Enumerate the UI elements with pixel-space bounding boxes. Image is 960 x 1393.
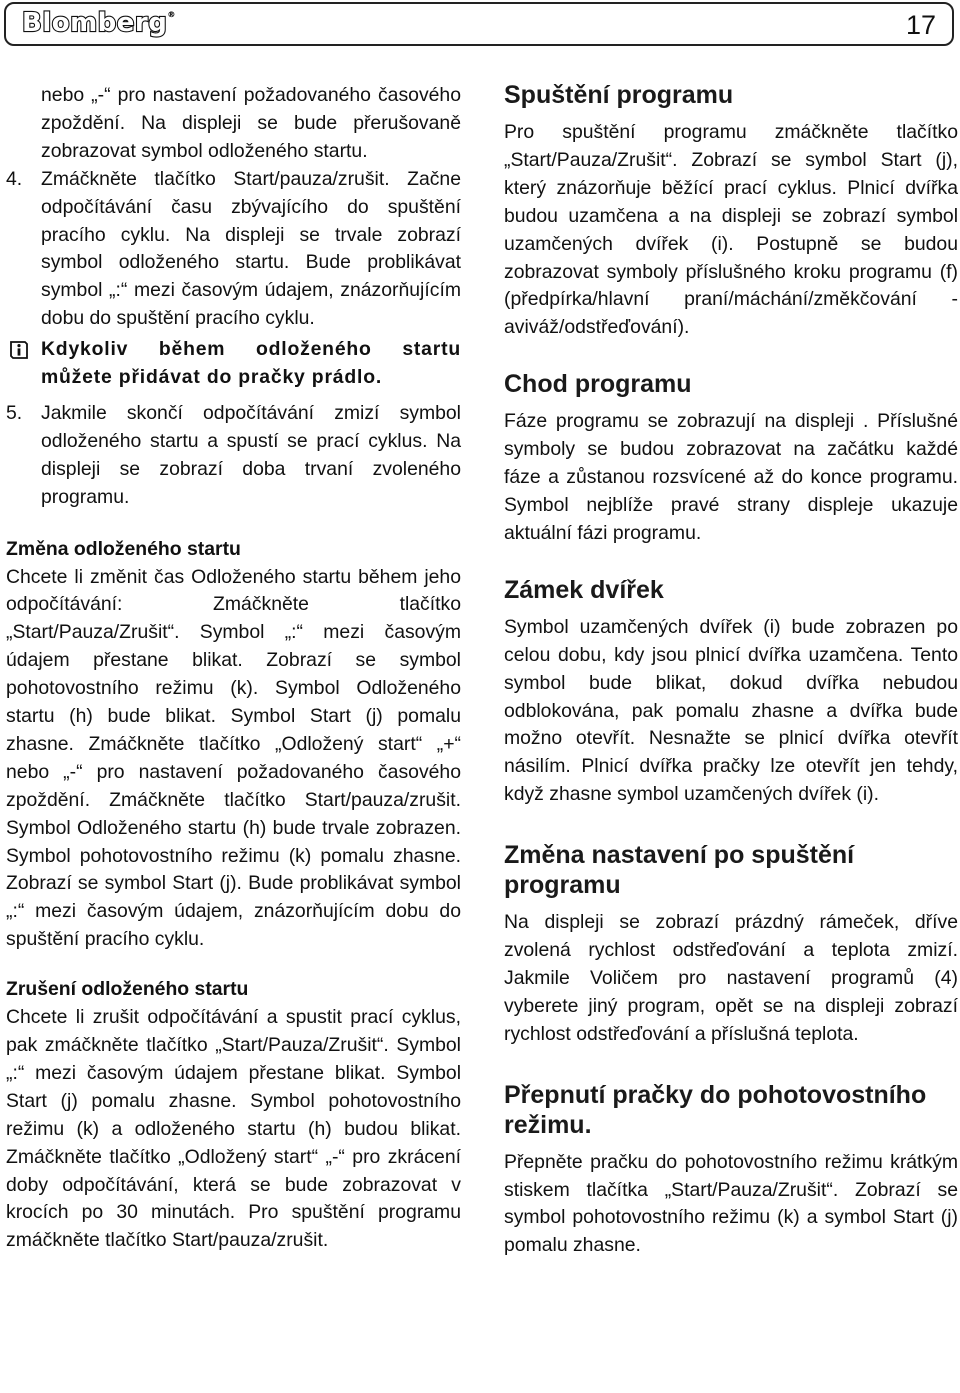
intro-paragraph: nebo „-“ pro nastavení požadovaného časového zpoždění. Na displeji se bude přerušovaně zobrazovat symbol odloženého startu. [41, 84, 461, 162]
step-4 [6, 166, 461, 333]
text-start-program: Pro spuštění programu zmáčkněte tlačítko „Start/Pauza/Zrušit“. Zobrazí se symbol Start (j), který znázorňuje běžící prací cyklus. Plnicí dvířka budou uzamčena a na displeji se zobrazí symbol uzamčených dvířek (i). Postupně se budou zobrazovat symboly příslušného kroku programu (f) (předpírka/hlavní praní/máchání/změkčování - aviváž/odstřeďování). [504, 121, 958, 339]
step-text: Jakmile skončí odpočítávání zmizí symbol odloženého startu a spustí se prací cyklus. Na displeji se zobrazí doba trvaní zvoleného programu. [41, 401, 461, 508]
info-icon [9, 340, 29, 360]
text-standby-mode: Přepněte pračku do pohotovostního režimu krátkým stiskem tlačítka „Start/Pauza/Zrušit“. Zobrazí se symbol pohotovostního režimu (k) a symbol Start (j) pomalu zhasne. [504, 1150, 958, 1257]
text-change-settings: Na displeji se zobrazí prázdný rámeček, dříve zvolená rychlost odstřeďování a teplota zmizí. Jakmile Voličem pro nastavení programů (4) vyberete jiný program, opět se na displeji zobrazí rychlost odstřeďování a příslušná teplota. [504, 911, 958, 1045]
heading-change-settings: Změna nastavení po spuštění programu [504, 841, 855, 900]
heading-start-program: Spuštění programu [504, 81, 734, 109]
text-door-lock: Symbol uzamčených dvířek (i) bude zobrazen po celou dobu, kdy jsou plnicí dvířka uzamčena. Tento symbol bude blikat, dokud dvířka nebudou odblokována, pak pomalu zhasne a dvířka bude možno otevřít. Nesnažte se plnicí dvířka otevřít násilím. Plnicí dvířka pračky lze otevřít jen tehdy, když zhasne symbol uzamčených dvířek (i). [504, 615, 958, 806]
heading-standby-mode: Přepnutí pračky do pohotovostního režimu. [504, 1080, 927, 1139]
step-number: 5. [6, 401, 23, 424]
heading-program-progress: Chod programu [504, 370, 692, 399]
page-number: 17 [905, 10, 936, 40]
note-text: Kdykoliv během odloženého startu můžete přidávat do pračky prádlo. [41, 338, 461, 389]
step-text: Zmáčkněte tlačítko Start/pauza/zrušit. Začne odpočítávání času zbývajícího do spuštění pracího cyklu. Na displeji se trvale zobrazí symbol odloženého startu. Bude problikávat symbol „:“ mezi časovým údajem, znázorňujícím dobu do spuštění pracího cyklu. [41, 167, 461, 330]
right-column [504, 80, 958, 1260]
step-5 [6, 400, 461, 512]
registered-mark: ® [167, 10, 176, 19]
step-number: 4. [6, 167, 23, 190]
info-note [6, 336, 461, 392]
section-text-change-delay: Chcete li změnit čas Odloženého startu během jeho odpočítávání: Zmáčkněte tlačítko „Start/Pauza/Zrušit“. Symbol „:“ mezi časovým údajem přestane blikat. Zobrazí se symbol pohotovostního režimu (k). Symbol Odloženého startu (h) bude blikat. Symbol Start (j) pomalu zhasne. Zmáčkněte tlačítko „Odložený start“ „+“ nebo „-“ pro nastavení požadovaného časového zpoždění. Zmáčkněte tlačítko Start/pauza/zrušit. Symbol Odloženého startu (h) bude trvale zobrazen. Symbol pohotovostního režimu (k) pomalu zhasne. Zobrazí se symbol Start (j). Bude problikávat symbol „:“ mezi časovým údajem, znázorňujícím dobu do spuštění pracího cyklu. [6, 565, 461, 951]
left-column [6, 82, 461, 1255]
heading-door-lock: Zámek dvířek [504, 575, 664, 604]
brand-logo: Blomberg® [22, 8, 176, 38]
page-header [4, 2, 954, 46]
section-title-cancel-delay: Zrušení odloženého startu [6, 978, 249, 1001]
section-title-change-delay: Změna odloženého startu [6, 537, 241, 560]
section-text-cancel-delay: Chcete li zrušit odpočítávání a spustit prací cyklus, pak zmáčkněte tlačítko „Start/Pauza/Zrušit“. Symbol „:“ mezi časovým údajem přestane blikat. Symbol Start (j) pomalu zhasne. Symbol pohotovostního režimu (k) a odloženého startu (h) budou blikat. Zmáčkněte tlačítko „Odložený start“ „-“ pro zkrácení doby odpočítávání, která se bude zobrazovat v krocích po 30 minutách. Pro spuštění programu zmáčkněte tlačítko Start/pauza/zrušit. [6, 1006, 461, 1252]
text-program-progress: Fáze programu se zobrazují na displeji . Příslušné symboly se budou zobrazovat na začátku každé fáze a zůstanou rozsvícené až do konce programu. Symbol nejblíže pravé strany displeje ukazuje aktuální fázi programu. [504, 410, 958, 544]
